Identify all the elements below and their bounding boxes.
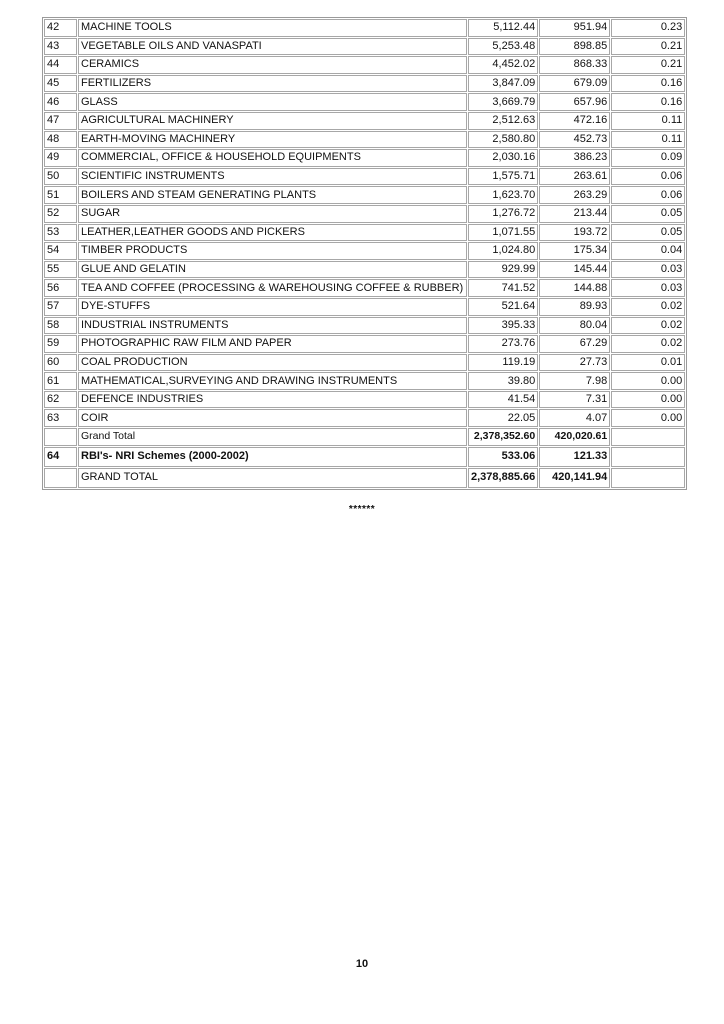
value-b-cell: 144.88 bbox=[539, 279, 610, 297]
sector-table bbox=[42, 17, 687, 490]
value-a-cell: 1,024.80 bbox=[468, 242, 538, 260]
value-a-cell: 521.64 bbox=[468, 298, 538, 316]
row-number-cell bbox=[44, 468, 77, 488]
industry-name-cell: SUGAR bbox=[78, 205, 467, 223]
value-a-cell: 533.06 bbox=[468, 447, 538, 467]
value-c-cell: 0.00 bbox=[611, 391, 685, 409]
value-c-cell: 0.03 bbox=[611, 279, 685, 297]
industry-name-cell: TIMBER PRODUCTS bbox=[78, 242, 467, 260]
row-number-cell: 50 bbox=[44, 168, 77, 186]
value-a-cell: 2,030.16 bbox=[468, 149, 538, 167]
value-c-cell: 0.02 bbox=[611, 317, 685, 335]
industry-name-cell: COIR bbox=[78, 409, 467, 427]
row-number-cell: 63 bbox=[44, 409, 77, 427]
value-b-cell: 420,141.94 bbox=[539, 468, 610, 488]
industry-name-cell: MACHINE TOOLS bbox=[78, 19, 467, 37]
value-a-cell: 39.80 bbox=[468, 372, 538, 390]
table-row bbox=[44, 354, 685, 372]
value-c-cell: 0.05 bbox=[611, 205, 685, 223]
industry-name-cell: EARTH-MOVING MACHINERY bbox=[78, 131, 467, 149]
row-number-cell: 42 bbox=[44, 19, 77, 37]
row-number-cell: 62 bbox=[44, 391, 77, 409]
value-c-cell: 0.01 bbox=[611, 354, 685, 372]
value-c-cell: 0.16 bbox=[611, 93, 685, 111]
value-a-cell: 22.05 bbox=[468, 409, 538, 427]
table-row bbox=[44, 279, 685, 297]
industry-name-cell: BOILERS AND STEAM GENERATING PLANTS bbox=[78, 186, 467, 204]
industry-name-cell: Grand Total bbox=[78, 428, 467, 446]
page-number: 10 bbox=[355, 958, 369, 970]
table-row bbox=[44, 372, 685, 390]
value-b-cell: 145.44 bbox=[539, 261, 610, 279]
table-row bbox=[44, 261, 685, 279]
table-row bbox=[44, 335, 685, 353]
value-a-cell: 1,071.55 bbox=[468, 224, 538, 242]
value-a-cell: 741.52 bbox=[468, 279, 538, 297]
table-body bbox=[44, 19, 685, 488]
value-a-cell: 1,623.70 bbox=[468, 186, 538, 204]
value-c-cell: 0.21 bbox=[611, 56, 685, 74]
industry-name-cell: GLUE AND GELATIN bbox=[78, 261, 467, 279]
value-a-cell: 395.33 bbox=[468, 317, 538, 335]
industry-name-cell: SCIENTIFIC INSTRUMENTS bbox=[78, 168, 467, 186]
value-a-cell: 1,575.71 bbox=[468, 168, 538, 186]
table-row bbox=[44, 112, 685, 130]
value-b-cell: 386.23 bbox=[539, 149, 610, 167]
value-b-cell: 452.73 bbox=[539, 131, 610, 149]
table-row bbox=[44, 19, 685, 37]
value-b-cell: 7.31 bbox=[539, 391, 610, 409]
industry-name-cell: COMMERCIAL, OFFICE & HOUSEHOLD EQUIPMENTS bbox=[78, 149, 467, 167]
table-row bbox=[44, 298, 685, 316]
industry-name-cell: VEGETABLE OILS AND VANASPATI bbox=[78, 38, 467, 56]
table-row bbox=[44, 131, 685, 149]
value-a-cell: 5,112.44 bbox=[468, 19, 538, 37]
value-a-cell: 2,378,885.66 bbox=[468, 468, 538, 488]
industry-name-cell: GRAND TOTAL bbox=[78, 468, 467, 488]
industry-name-cell: MATHEMATICAL,SURVEYING AND DRAWING INSTRUMENTS bbox=[78, 372, 467, 390]
value-b-cell: 80.04 bbox=[539, 317, 610, 335]
value-c-cell: 0.09 bbox=[611, 149, 685, 167]
value-c-cell: 0.06 bbox=[611, 168, 685, 186]
value-c-cell: 0.16 bbox=[611, 75, 685, 93]
row-number-cell: 54 bbox=[44, 242, 77, 260]
industry-name-cell: CERAMICS bbox=[78, 56, 467, 74]
value-a-cell: 1,276.72 bbox=[468, 205, 538, 223]
value-b-cell: 121.33 bbox=[539, 447, 610, 467]
value-b-cell: 263.61 bbox=[539, 168, 610, 186]
value-a-cell: 41.54 bbox=[468, 391, 538, 409]
table-row bbox=[44, 224, 685, 242]
table-row bbox=[44, 317, 685, 335]
table-row bbox=[44, 242, 685, 260]
row-number-cell: 61 bbox=[44, 372, 77, 390]
row-number-cell: 46 bbox=[44, 93, 77, 111]
table-row bbox=[44, 409, 685, 427]
value-b-cell: 27.73 bbox=[539, 354, 610, 372]
value-a-cell: 5,253.48 bbox=[468, 38, 538, 56]
row-number-cell: 64 bbox=[44, 447, 77, 467]
industry-name-cell: TEA AND COFFEE (PROCESSING & WAREHOUSING COFFEE & RUBBER) bbox=[78, 279, 467, 297]
industry-name-cell: RBI's- NRI Schemes (2000-2002) bbox=[78, 447, 467, 467]
rbi-nri-row bbox=[44, 447, 685, 467]
row-number-cell: 53 bbox=[44, 224, 77, 242]
value-c-cell bbox=[611, 468, 685, 488]
value-c-cell: 0.02 bbox=[611, 298, 685, 316]
value-a-cell: 3,847.09 bbox=[468, 75, 538, 93]
table-row bbox=[44, 75, 685, 93]
value-b-cell: 868.33 bbox=[539, 56, 610, 74]
row-number-cell: 56 bbox=[44, 279, 77, 297]
row-number-cell: 43 bbox=[44, 38, 77, 56]
value-b-cell: 898.85 bbox=[539, 38, 610, 56]
industry-name-cell: FERTILIZERS bbox=[78, 75, 467, 93]
value-c-cell: 0.03 bbox=[611, 261, 685, 279]
industry-name-cell: DEFENCE INDUSTRIES bbox=[78, 391, 467, 409]
value-b-cell: 4.07 bbox=[539, 409, 610, 427]
value-c-cell: 0.06 bbox=[611, 186, 685, 204]
table-row bbox=[44, 168, 685, 186]
value-a-cell: 2,378,352.60 bbox=[468, 428, 538, 446]
grand-total-row bbox=[44, 428, 685, 446]
row-number-cell: 52 bbox=[44, 205, 77, 223]
row-number-cell: 51 bbox=[44, 186, 77, 204]
row-number-cell bbox=[44, 428, 77, 446]
row-number-cell: 55 bbox=[44, 261, 77, 279]
final-grand-total-row bbox=[44, 468, 685, 488]
table-row bbox=[44, 391, 685, 409]
value-b-cell: 263.29 bbox=[539, 186, 610, 204]
value-c-cell: 0.23 bbox=[611, 19, 685, 37]
table-row bbox=[44, 93, 685, 111]
value-a-cell: 929.99 bbox=[468, 261, 538, 279]
value-c-cell: 0.04 bbox=[611, 242, 685, 260]
value-c-cell: 0.00 bbox=[611, 409, 685, 427]
table-row bbox=[44, 205, 685, 223]
value-c-cell: 0.02 bbox=[611, 335, 685, 353]
industry-name-cell: GLASS bbox=[78, 93, 467, 111]
value-a-cell: 119.19 bbox=[468, 354, 538, 372]
industry-name-cell: COAL PRODUCTION bbox=[78, 354, 467, 372]
value-b-cell: 193.72 bbox=[539, 224, 610, 242]
value-a-cell: 2,512.63 bbox=[468, 112, 538, 130]
value-c-cell: 0.05 bbox=[611, 224, 685, 242]
row-number-cell: 47 bbox=[44, 112, 77, 130]
row-number-cell: 59 bbox=[44, 335, 77, 353]
industry-name-cell: LEATHER,LEATHER GOODS AND PICKERS bbox=[78, 224, 467, 242]
industry-name-cell: AGRICULTURAL MACHINERY bbox=[78, 112, 467, 130]
industry-name-cell: INDUSTRIAL INSTRUMENTS bbox=[78, 317, 467, 335]
industry-name-cell: PHOTOGRAPHIC RAW FILM AND PAPER bbox=[78, 335, 467, 353]
industry-name-cell: DYE-STUFFS bbox=[78, 298, 467, 316]
table-row bbox=[44, 38, 685, 56]
value-b-cell: 657.96 bbox=[539, 93, 610, 111]
value-b-cell: 951.94 bbox=[539, 19, 610, 37]
value-b-cell: 472.16 bbox=[539, 112, 610, 130]
row-number-cell: 48 bbox=[44, 131, 77, 149]
value-b-cell: 213.44 bbox=[539, 205, 610, 223]
row-number-cell: 45 bbox=[44, 75, 77, 93]
value-c-cell: 0.11 bbox=[611, 112, 685, 130]
value-b-cell: 67.29 bbox=[539, 335, 610, 353]
row-number-cell: 57 bbox=[44, 298, 77, 316]
value-b-cell: 420,020.61 bbox=[539, 428, 610, 446]
value-c-cell bbox=[611, 447, 685, 467]
value-a-cell: 273.76 bbox=[468, 335, 538, 353]
table-row bbox=[44, 149, 685, 167]
row-number-cell: 58 bbox=[44, 317, 77, 335]
row-number-cell: 60 bbox=[44, 354, 77, 372]
row-number-cell: 44 bbox=[44, 56, 77, 74]
table-row bbox=[44, 56, 685, 74]
end-marker: ****** bbox=[348, 504, 376, 515]
value-a-cell: 4,452.02 bbox=[468, 56, 538, 74]
value-c-cell: 0.00 bbox=[611, 372, 685, 390]
table-row bbox=[44, 186, 685, 204]
row-number-cell: 49 bbox=[44, 149, 77, 167]
value-c-cell bbox=[611, 428, 685, 446]
value-b-cell: 7.98 bbox=[539, 372, 610, 390]
value-a-cell: 2,580.80 bbox=[468, 131, 538, 149]
value-c-cell: 0.21 bbox=[611, 38, 685, 56]
value-b-cell: 89.93 bbox=[539, 298, 610, 316]
value-b-cell: 175.34 bbox=[539, 242, 610, 260]
value-b-cell: 679.09 bbox=[539, 75, 610, 93]
value-a-cell: 3,669.79 bbox=[468, 93, 538, 111]
value-c-cell: 0.11 bbox=[611, 131, 685, 149]
